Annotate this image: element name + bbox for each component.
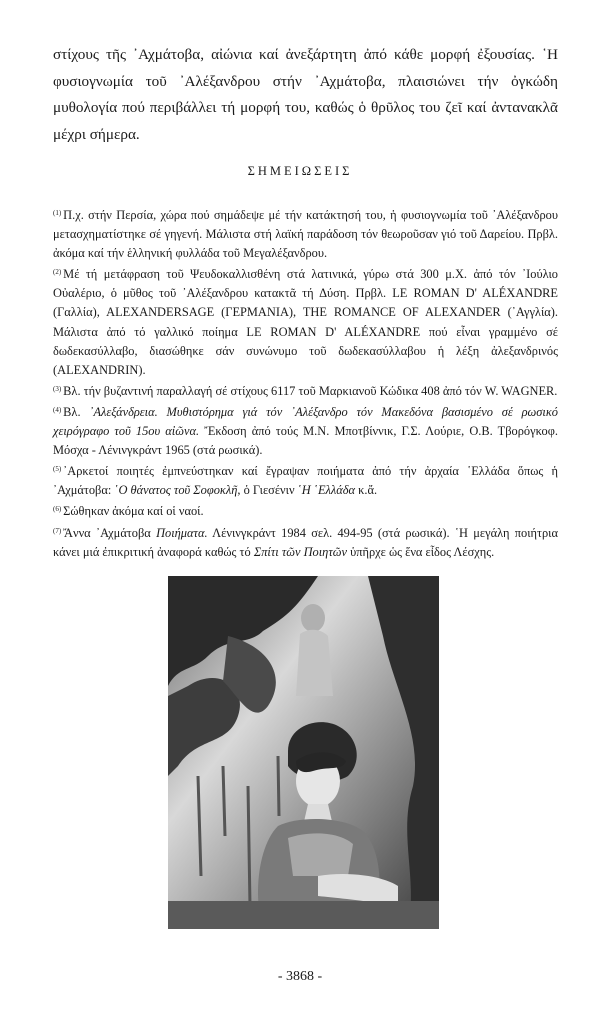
footnote-number: (6) xyxy=(53,505,62,514)
footnote-text: Π.χ. στήν Περσία, χώρα πού σημάδεψε μέ τήν κατάκτησή του, ἡ φυσιογνωμία τοῦ ᾿Αλέξανδρου μετασχηματίστηκε σέ γηγενή. Μάλιστα στή λαϊκή παράδοση τόν θεωροῦσαν γιό τοῦ Δαρείου. Πρβλ. ἀκόμα καί τήν ἑλληνική φυλλάδα τοῦ Μεγαλέξανδρου. xyxy=(53,208,558,261)
footnote-italic-text: ῾Η ῾Ελλάδα xyxy=(297,483,356,498)
footnote-number: (4) xyxy=(53,405,62,414)
footnote-text: Σώθηκαν ἀκόμα καί οἱ ναοί. xyxy=(63,504,204,519)
footnote xyxy=(53,204,558,263)
footnote xyxy=(53,263,558,380)
page-number: - 3868 - xyxy=(277,969,323,984)
footnote-number: (2) xyxy=(53,268,62,277)
footnote-number: (3) xyxy=(53,384,62,393)
footnote-italic-text: ῾Ο θάνατος τοῦ Σοφοκλῆ xyxy=(114,483,238,498)
footnote-number: (5) xyxy=(53,465,62,474)
footnote xyxy=(53,460,558,500)
painting-illustration xyxy=(168,576,439,929)
footnote-text: ᾿Αρκετοί ποιητές ἐμπνεύστηκαν καί ἔγραψαν ποιήματα ἀπό τήν ἀρχαία ῾Ελλάδα ὅπως ἡ ᾿Αχμάτοβα: xyxy=(53,464,558,498)
footnote-number: (1) xyxy=(53,209,62,217)
footnote-text: Ἄννα ᾿Αχμάτοβα xyxy=(63,525,157,540)
footnote-text: Ἔκδοση ἀπό τούς Μ.Ν. Μποτβίννικ, Γ.Σ. Λούριε, Ο.Β. Τβορόγκοφ. Μόσχα - Λένινγκράντ 1965 (στά ρωσικά). xyxy=(53,424,558,458)
footnote-text: κ.ἄ. xyxy=(355,483,378,498)
body-paragraph: στίχους τῆς ᾿Αχμάτοβα, αἰώνια καί ἀνεξάρτητη ἀπό κάθε μορφή ἐξουσίας. ῾Η φυσιογνωμία τοῦ ᾿Αλέξανδρου στήν ᾿Αχμάτοβα, πλαισιώνει τήν ὀγκώδη μυθολογία πού περιβάλλει τή μορφή του, καθώς ὁ θρῦλος του ζεῖ καί ἀντανακλᾶ μέχρι σήμερα. xyxy=(53,46,558,143)
footnote-italic-text: Σπίτι τῶν Ποιητῶν xyxy=(253,544,348,559)
footnote xyxy=(53,522,558,562)
footnote xyxy=(53,380,558,401)
footnote-text: , ὁ Γιεσένιν xyxy=(237,483,298,498)
footnote-text: Λένινγκράντ 1984 σελ. 494-95 (στά ρωσικά). ῾Η μεγάλη ποιήτρια κάνει μιά ἐπικριτική ἀναφορά καθώς τό xyxy=(53,525,558,559)
footnote xyxy=(53,401,558,460)
footnote xyxy=(53,500,558,521)
footnote-text: ὑπῆρχε ὡς ἕνα εἶδος Λέσχης. xyxy=(347,544,495,559)
notes-heading: ΣΗΜΕΙΩΣΕΙΣ xyxy=(247,164,353,178)
footnote-italic-text: ᾿Αλεξάνδρεια. Μυθιστόρημα γιά τόν ᾿Αλέξανδρο τόν Μακεδόνα βασισμένο σέ ρωσικό χειρόγραφο τοῦ 15ου αἰῶνα. xyxy=(53,404,558,439)
footnote-text: Μέ τή μετάφραση τοῦ Ψευδοκαλλισθένη στά λατινικά, γύρω στά 300 μ.Χ. ἀπό τόν ᾿Ιούλιο Οὐαλέριο, ὁ μῦθος τοῦ ᾿Αλέξανδρου κατακτᾶ τή Δύση. Πρβλ. LE ROMAN D' ALÉXANDRE (Γαλλία), ALEXANDERSAGE (ΓΕΡΜΑΝΙΑ), THE ROMANCE OF ALEXANDER (᾿Αγγλία). Μάλιστα ἀπό τό γαλλικό ποίημα LE ROMAN D' ALÉXANDRE πού εἶναι γραμμένο σέ δωδεκασύλλαβο, διασώθηκε σάν συνώνυμο τοῦ δωδεκασύλλαβου ἡ λέξη ἀλεξανδρινός (ALEXANDRIN). xyxy=(53,267,558,377)
footnote-number: (7) xyxy=(53,526,62,535)
footnote-text: Βλ. xyxy=(63,404,90,419)
notes-list xyxy=(53,204,558,562)
footnote-text: Βλ. τήν βυζαντινή παραλλαγή σέ στίχους 6117 τοῦ Μαρκιανοῦ Κώδικα 408 ἀπό τόν W. WAGNER. xyxy=(63,383,558,398)
footnote-italic-text: Ποιήματα. xyxy=(156,525,208,540)
